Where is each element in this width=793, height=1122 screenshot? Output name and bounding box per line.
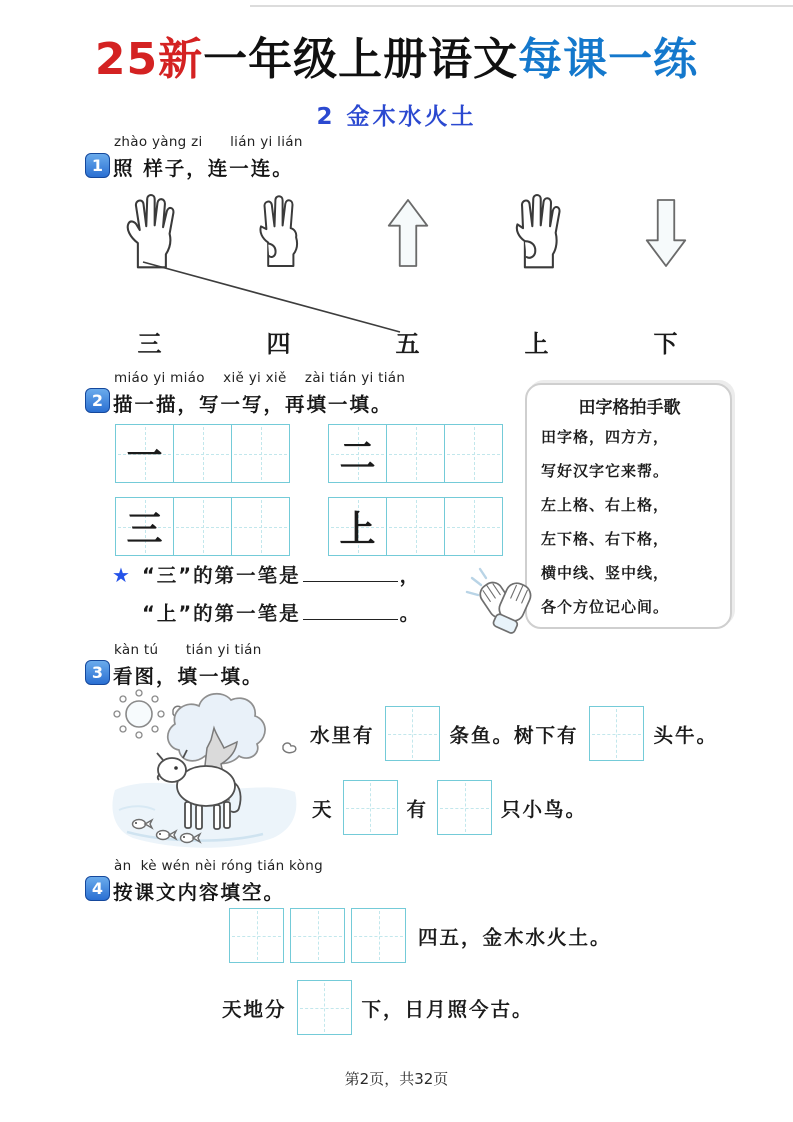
match-character[interactable]: 五	[395, 330, 420, 358]
handbook-line: 各个方位记心间。	[541, 598, 670, 616]
trace-character: 二	[339, 436, 376, 477]
match-character[interactable]: 下	[653, 330, 678, 358]
fill-line-2	[222, 980, 534, 1035]
grid-cell-empty[interactable]	[173, 425, 231, 482]
sentence-text: 头牛。	[653, 723, 719, 747]
sun-icon	[126, 701, 152, 727]
top-divider	[250, 5, 793, 7]
sentence-text: 水里有	[310, 723, 375, 747]
tian-grid-er	[328, 424, 503, 483]
star-question-2	[142, 598, 421, 626]
match-character[interactable]: 三	[137, 330, 162, 358]
handbook-line: 田字格，四方方，	[541, 428, 670, 446]
blank-line[interactable]	[303, 562, 398, 583]
star-icon: ★	[112, 563, 132, 587]
match-character[interactable]: 四	[266, 330, 291, 358]
handbook-line: 左下格、右下格，	[541, 530, 670, 548]
fill-box[interactable]	[297, 980, 352, 1035]
sentence-text: 四五，金木水火土。	[418, 925, 612, 949]
sentence-row-2	[312, 780, 587, 835]
page-title	[0, 34, 793, 87]
sentence-text: 只小鸟。	[501, 797, 588, 821]
section-4-instruction: 按课文内容填空。	[113, 881, 286, 904]
scene-illustration	[103, 686, 303, 858]
grid-cell-empty[interactable]	[231, 425, 289, 482]
question-text: “三”的第一笔是	[141, 564, 301, 587]
section-3-badge: 3	[85, 660, 110, 685]
sentence-text: 天地分	[222, 997, 287, 1021]
sentence-text: 条鱼。树下有	[449, 723, 579, 747]
clapping-hands-icon	[462, 562, 546, 646]
grid-cell-empty[interactable]	[386, 425, 444, 482]
fill-line-1	[229, 908, 612, 963]
handbook-line: 左上格、右上格，	[541, 496, 670, 514]
section-2-instruction: 描一描，写一写，再填一填。	[113, 393, 393, 416]
grid-cell-model	[329, 425, 386, 482]
grid-cell-empty[interactable]	[386, 498, 444, 555]
question-punctuation: 。	[399, 602, 422, 625]
handbook-line: 写好汉字它来帮。	[541, 462, 670, 480]
fill-box[interactable]	[437, 780, 492, 835]
grid-cell-model	[116, 498, 173, 555]
question-punctuation: ，	[399, 564, 422, 587]
section-2-pinyin: miáo yi miáo xiě yi xiě zài tián yi tián	[114, 370, 406, 386]
question-text: “上”的第一笔是	[142, 602, 301, 625]
trace-character: 三	[126, 509, 163, 550]
section-1-pinyin: zhào yàng zi lián yi lián	[114, 134, 303, 150]
grid-cell-empty[interactable]	[444, 425, 502, 482]
star-question-1	[112, 560, 421, 588]
handbook-title: 田字格拍手歌	[578, 398, 681, 418]
section-2-badge: 2	[85, 388, 110, 413]
handbook-card	[525, 383, 732, 629]
title-part-blue: 每课一练	[518, 34, 699, 85]
section-4-badge: 4	[85, 876, 110, 901]
grid-cell-empty[interactable]	[444, 498, 502, 555]
lesson-title: 2 金木水火土	[316, 104, 477, 130]
section-1-instruction: 照 样子，连一连。	[113, 157, 294, 180]
footer-page-info: 第2页，共32页	[344, 1070, 449, 1088]
trace-character: 上	[339, 509, 376, 550]
fill-box[interactable]	[290, 908, 345, 963]
section-4-pinyin: àn kè wén nèi róng tián kòng	[114, 858, 323, 874]
trace-character: 一	[126, 436, 163, 477]
grid-cell-model	[116, 425, 173, 482]
sentence-text: 下，日月照今古。	[361, 997, 534, 1021]
section-3-instruction: 看图，填一填。	[113, 665, 264, 688]
fill-box[interactable]	[229, 908, 284, 963]
title-part-black: 一年级上册语文	[203, 34, 519, 85]
section-3-pinyin: kàn tú tián yi tián	[114, 642, 262, 658]
fill-box[interactable]	[351, 908, 406, 963]
handbook-line: 横中线、竖中线，	[541, 564, 670, 582]
fill-box[interactable]	[589, 706, 644, 761]
grid-cell-empty[interactable]	[231, 498, 289, 555]
fill-box[interactable]	[343, 780, 398, 835]
grid-cell-model	[329, 498, 386, 555]
sentence-text: 天	[312, 797, 334, 821]
blank-line[interactable]	[303, 600, 398, 621]
match-character[interactable]: 上	[524, 330, 549, 358]
fill-box[interactable]	[385, 706, 440, 761]
sentence-row-1	[310, 706, 718, 761]
sentence-text: 有	[406, 797, 429, 821]
title-part-red: 25新	[94, 34, 204, 85]
tian-grid-yi	[115, 424, 290, 483]
match-character-row	[85, 324, 730, 359]
grid-cell-empty[interactable]	[173, 498, 231, 555]
section-1-badge: 1	[85, 153, 110, 178]
tian-grid-shang	[328, 497, 503, 556]
tian-grid-san	[115, 497, 290, 556]
